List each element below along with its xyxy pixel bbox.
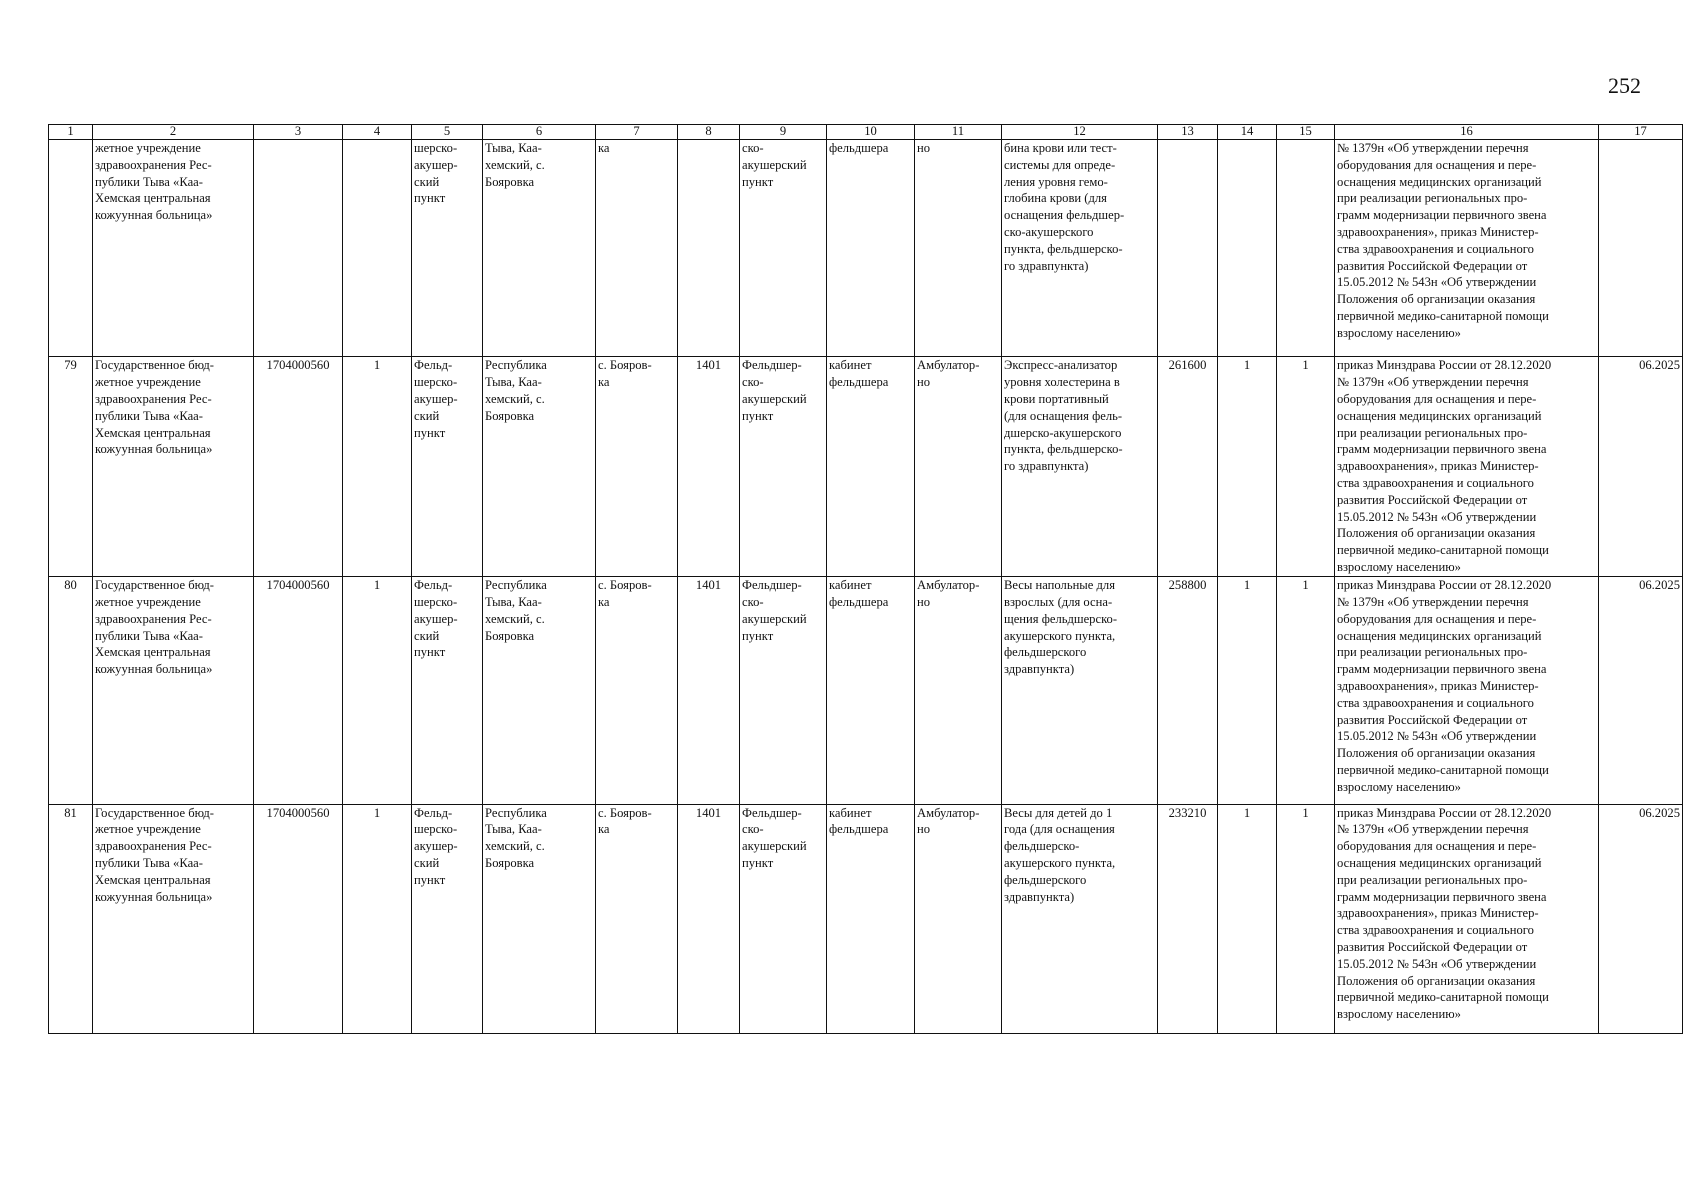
unit-type: Фельд- шерско- акушер- ский пункт <box>412 357 483 577</box>
legal-basis: приказ Минздрава России от 28.12.2020 № 1379н «Об утверждении перечня оборудования для оснащения и пере- оснащения медицинских организаций при реализации региональных про- грамм модернизации первичного звена здравоохранения», приказ Министер- ства здравоохранения и социального развития Российской Федерации от 15.05.2012 № 543н «Об утверждении Положения об организации оказания первичной медико-санитарной помощи взрослому населению» <box>1335 577 1599 804</box>
address: Тыва, Каа- хемский, с. Бояровка <box>483 140 596 357</box>
unit-type: шерско- акушер- ский пункт <box>412 140 483 357</box>
row-number: 81 <box>49 804 93 1033</box>
care-form: Амбулатор- но <box>915 577 1002 804</box>
equipment-name: Экспресс-анализатор уровня холестерина в крови портативный (для оснащения фель- дшерско-акушерского пункта, фельдшерско- го здравпункта) <box>1002 357 1158 577</box>
column-header: 1 <box>49 125 93 140</box>
care-form: но <box>915 140 1002 357</box>
org-code: 1704000560 <box>254 357 343 577</box>
equipment-code <box>1158 140 1218 357</box>
equipment-name: Весы для детей до 1 года (для оснащения фельдшерско- акушерского пункта, фельдшерского здравпункта) <box>1002 804 1158 1033</box>
organization-name: Государственное бюд- жетное учреждение здравоохранения Рес- публики Тыва «Каа- Хемская центральная кожуунная больница» <box>93 804 254 1033</box>
col-4-value <box>343 140 412 357</box>
col-8-code: 1401 <box>678 577 740 804</box>
col-8-code: 1401 <box>678 357 740 577</box>
org-code: 1704000560 <box>254 804 343 1033</box>
settlement: с. Бояров- ка <box>596 357 678 577</box>
room: кабинет фельдшера <box>827 577 915 804</box>
col-15-value: 1 <box>1277 357 1335 577</box>
deadline <box>1599 140 1683 357</box>
col-14-value: 1 <box>1218 577 1277 804</box>
row-number: 79 <box>49 357 93 577</box>
column-header: 2 <box>93 125 254 140</box>
equipment-name: бина крови или тест- системы для опреде- ления уровня гемо- глобина крови (для оснащения фельдшер- ско-акушерского пункта, фельдшерско- го здравпункта) <box>1002 140 1158 357</box>
column-header: 4 <box>343 125 412 140</box>
table-row <box>49 357 1683 577</box>
subdivision: Фельдшер- ско- акушерский пункт <box>740 804 827 1033</box>
column-header: 7 <box>596 125 678 140</box>
organization-name: Государственное бюд- жетное учреждение здравоохранения Рес- публики Тыва «Каа- Хемская центральная кожуунная больница» <box>93 577 254 804</box>
column-header: 10 <box>827 125 915 140</box>
col-15-value: 1 <box>1277 804 1335 1033</box>
col-14-value: 1 <box>1218 357 1277 577</box>
column-header: 12 <box>1002 125 1158 140</box>
settlement: с. Бояров- ка <box>596 804 678 1033</box>
legal-basis: приказ Минздрава России от 28.12.2020 № 1379н «Об утверждении перечня оборудования для оснащения и пере- оснащения медицинских организаций при реализации региональных про- грамм модернизации первичного звена здравоохранения», приказ Министер- ства здравоохранения и социального развития Российской Федерации от 15.05.2012 № 543н «Об утверждении Положения об организации оказания первичной медико-санитарной помощи взрослому населению» <box>1335 357 1599 577</box>
legal-basis: приказ Минздрава России от 28.12.2020 № 1379н «Об утверждении перечня оборудования для оснащения и пере- оснащения медицинских организаций при реализации региональных про- грамм модернизации первичного звена здравоохранения», приказ Министер- ства здравоохранения и социального развития Российской Федерации от 15.05.2012 № 543н «Об утверждении Положения об организации оказания первичной медико-санитарной помощи взрослому населению» <box>1335 804 1599 1033</box>
subdivision: ско- акушерский пункт <box>740 140 827 357</box>
organization-name: жетное учреждение здравоохранения Рес- публики Тыва «Каа- Хемская центральная кожуунная больница» <box>93 140 254 357</box>
care-form: Амбулатор- но <box>915 804 1002 1033</box>
settlement: ка <box>596 140 678 357</box>
room: фельдшера <box>827 140 915 357</box>
subdivision: Фельдшер- ско- акушерский пункт <box>740 357 827 577</box>
column-header: 5 <box>412 125 483 140</box>
unit-type: Фельд- шерско- акушер- ский пункт <box>412 804 483 1033</box>
deadline: 06.2025 <box>1599 357 1683 577</box>
org-code: 1704000560 <box>254 577 343 804</box>
col-14-value <box>1218 140 1277 357</box>
table-row <box>49 140 1683 357</box>
organization-name: Государственное бюд- жетное учреждение здравоохранения Рес- публики Тыва «Каа- Хемская центральная кожуунная больница» <box>93 357 254 577</box>
table-row <box>49 577 1683 804</box>
col-14-value: 1 <box>1218 804 1277 1033</box>
row-number: 80 <box>49 577 93 804</box>
legal-basis: № 1379н «Об утверждении перечня оборудования для оснащения и пере- оснащения медицинских организаций при реализации региональных про- грамм модернизации первичного звена здравоохранения», приказ Министер- ства здравоохранения и социального развития Российской Федерации от 15.05.2012 № 543н «Об утверждении Положения об организации оказания первичной медико-санитарной помощи взрослому населению» <box>1335 140 1599 357</box>
unit-type: Фельд- шерско- акушер- ский пункт <box>412 577 483 804</box>
deadline: 06.2025 <box>1599 577 1683 804</box>
table-row <box>49 804 1683 1033</box>
column-header: 11 <box>915 125 1002 140</box>
column-header: 13 <box>1158 125 1218 140</box>
column-header: 15 <box>1277 125 1335 140</box>
column-header: 6 <box>483 125 596 140</box>
column-header: 14 <box>1218 125 1277 140</box>
column-header: 8 <box>678 125 740 140</box>
column-header: 9 <box>740 125 827 140</box>
room: кабинет фельдшера <box>827 804 915 1033</box>
org-code <box>254 140 343 357</box>
care-form: Амбулатор- но <box>915 357 1002 577</box>
page-number: 252 <box>1608 73 1641 98</box>
col-4-value: 1 <box>343 804 412 1033</box>
equipment-code: 258800 <box>1158 577 1218 804</box>
room: кабинет фельдшера <box>827 357 915 577</box>
address: Республика Тыва, Каа- хемский, с. Бояровка <box>483 804 596 1033</box>
col-8-code: 1401 <box>678 804 740 1033</box>
col-4-value: 1 <box>343 357 412 577</box>
equipment-code: 233210 <box>1158 804 1218 1033</box>
col-15-value: 1 <box>1277 577 1335 804</box>
column-header: 17 <box>1599 125 1683 140</box>
col-8-code <box>678 140 740 357</box>
equipment-table <box>48 124 1683 1034</box>
settlement: с. Бояров- ка <box>596 577 678 804</box>
column-header: 16 <box>1335 125 1599 140</box>
address: Республика Тыва, Каа- хемский, с. Бояровка <box>483 357 596 577</box>
row-number <box>49 140 93 357</box>
col-4-value: 1 <box>343 577 412 804</box>
address: Республика Тыва, Каа- хемский, с. Бояровка <box>483 577 596 804</box>
column-number-row <box>49 125 1683 140</box>
deadline: 06.2025 <box>1599 804 1683 1033</box>
equipment-code: 261600 <box>1158 357 1218 577</box>
subdivision: Фельдшер- ско- акушерский пункт <box>740 577 827 804</box>
column-header: 3 <box>254 125 343 140</box>
equipment-name: Весы напольные для взрослых (для осна- щения фельдшерско- акушерского пункта, фельдшерского здравпункта) <box>1002 577 1158 804</box>
col-15-value <box>1277 140 1335 357</box>
